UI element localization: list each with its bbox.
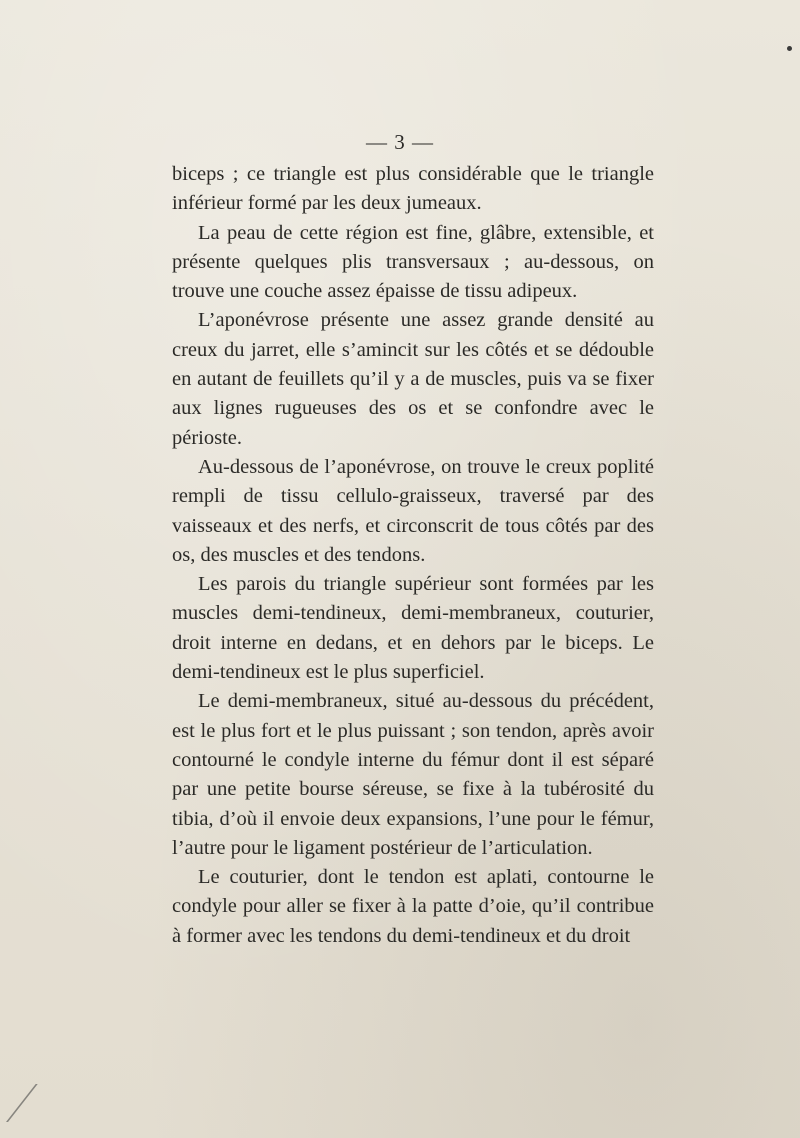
body-text	[172, 160, 654, 951]
paragraph-5: Les parois du triangle supérieur sont formées par les muscles demi-tendineux, demi-membraneux, couturier, droit interne en dedans, et en dehors par le biceps. Le demi-tendineux est le plus superficiel.	[172, 573, 654, 684]
paragraph-1: biceps ; ce triangle est plus considérable que le triangle inférieur formé par les deux jumeaux.	[172, 163, 654, 215]
paragraph-6: Le demi-membraneux, situé au-dessous du précédent, est le plus fort et le plus puissant ; son tendon, après avoir contourné le condyle interne du fémur dont il est séparé par une petite bourse séreuse, se fixe à la tubérosité du tibia, d’où il envoie deux expansions, l’une pour le fémur, l’autre pour le ligament postérieur de l’articulation.	[172, 690, 654, 859]
ink-spot	[787, 46, 792, 51]
page-corner-mark	[6, 1084, 52, 1122]
paragraph-7: Le couturier, dont le tendon est aplati, contourne le condyle pour aller se fixer à la patte d’oie, qu’il contribue à former avec les tendons du demi-tendineux et du droit	[172, 866, 654, 947]
page-number: — 3 —	[366, 130, 434, 154]
paragraph-2: La peau de cette région est fine, glâbre, extensible, et présente quelques plis transversaux ; au-dessous, on trouve une couche assez épaisse de tissu adipeux.	[172, 221, 654, 303]
paragraph-3: L’aponévrose présente une assez grande densité au creux du jarret, elle s’amincit sur les côtés et se dédouble en autant de feuillets qu’il y a de muscles, puis va se fixer aux lignes rugueuses des os et se confondre avec le périoste.	[172, 309, 654, 449]
paragraph-4: Au-dessous de l’aponévrose, on trouve le creux poplité rempli de tissu cellulo-graisseux, traversé par des vaisseaux et des nerfs, et circonscrit de tous côtés par des os, des muscles et des tendons.	[172, 455, 654, 566]
